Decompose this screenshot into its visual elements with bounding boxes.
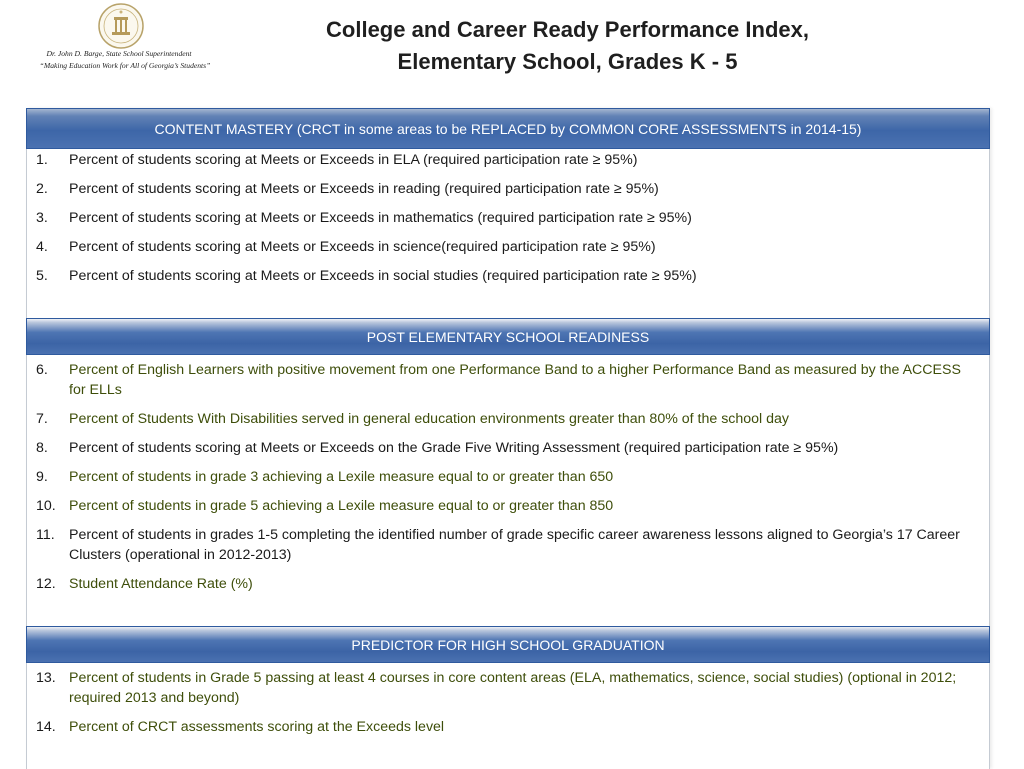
indicator-item bbox=[36, 496, 976, 516]
item-text: Percent of English Learners with positive movement from one Performance Band to a higher Performance Band as measured by the ACCESS for ELLs bbox=[69, 362, 961, 398]
title-line-1: College and Career Ready Performance Index, bbox=[326, 17, 809, 42]
item-number: 11. bbox=[36, 527, 55, 543]
superintendent-motto: “Making Education Work for All of Georgia’s Students” bbox=[39, 61, 211, 70]
item-text: Percent of students scoring at Meets or Exceeds in ELA (required participation rate ≥ 95%) bbox=[69, 152, 638, 168]
section-header-post-elementary: POST ELEMENTARY SCHOOL READINESS bbox=[26, 318, 990, 355]
item-text: Percent of students in grade 3 achieving a Lexile measure equal to or greater than 650 bbox=[69, 469, 614, 485]
item-text: Percent of students scoring at Meets or Exceeds in social studies (required participation rate ≥ 95%) bbox=[69, 268, 697, 284]
item-number: 14. bbox=[36, 719, 56, 735]
superintendent-name: Dr. John D. Barge, State School Superintendent bbox=[46, 49, 192, 58]
indicator-item bbox=[36, 574, 976, 594]
item-text: Percent of students in Grade 5 passing at least 4 courses in core content areas (ELA, mathematics, science, social studies) (optional in 2012; required 2013 and beyond) bbox=[69, 670, 957, 706]
item-number: 6. bbox=[36, 362, 48, 378]
indicator-item bbox=[36, 409, 976, 429]
page-title bbox=[300, 14, 835, 78]
item-number: 8. bbox=[36, 440, 48, 456]
item-text: Percent of Students With Disabilities served in general education environments greater than 80% of the school day bbox=[69, 411, 790, 427]
item-text: Student Attendance Rate (%) bbox=[69, 576, 253, 592]
indicator-item bbox=[36, 208, 976, 228]
indicator-item bbox=[36, 360, 976, 400]
indicator-item bbox=[36, 438, 976, 458]
item-number: 4. bbox=[36, 239, 48, 255]
item-number: 1. bbox=[36, 152, 48, 168]
title-line-2: Elementary School, Grades K - 5 bbox=[397, 49, 738, 74]
indicator-item bbox=[36, 668, 976, 708]
indicator-item bbox=[36, 179, 976, 199]
item-number: 9. bbox=[36, 469, 48, 485]
indicator-item bbox=[36, 266, 976, 286]
item-number: 7. bbox=[36, 411, 48, 427]
item-text: Percent of students scoring at Meets or Exceeds in reading (required participation rate ≥ 95%) bbox=[69, 181, 659, 197]
section-header-predictor: PREDICTOR FOR HIGH SCHOOL GRADUATION bbox=[26, 626, 990, 663]
section-header-content-mastery: CONTENT MASTERY (CRCT in some areas to be REPLACED by COMMON CORE ASSESSMENTS in 2014-15) bbox=[26, 108, 990, 149]
item-text: Percent of students scoring at Meets or Exceeds on the Grade Five Writing Assessment (required participation rate ≥ 95%) bbox=[69, 440, 839, 456]
indicator-item bbox=[36, 237, 976, 257]
item-text: Percent of CRCT assessments scoring at the Exceeds level bbox=[69, 719, 445, 735]
item-number: 5. bbox=[36, 268, 48, 284]
item-number: 2. bbox=[36, 181, 48, 197]
item-text: Percent of students scoring at Meets or Exceeds in science(required participation rate ≥ 95%) bbox=[69, 239, 656, 255]
indicator-item bbox=[36, 525, 976, 565]
indicator-item bbox=[36, 467, 976, 487]
item-number: 12. bbox=[36, 576, 56, 592]
item-number: 13. bbox=[36, 670, 56, 686]
item-number: 3. bbox=[36, 210, 48, 226]
item-text: Percent of students scoring at Meets or Exceeds in mathematics (required participation rate ≥ 95%) bbox=[69, 210, 692, 226]
item-text: Percent of students in grade 5 achieving a Lexile measure equal to or greater than 850 bbox=[69, 498, 614, 514]
indicator-item bbox=[36, 717, 976, 737]
item-number: 10. bbox=[36, 498, 56, 514]
georgia-seal-logo bbox=[97, 2, 145, 50]
indicator-item bbox=[36, 150, 976, 170]
item-text: Percent of students in grades 1-5 completing the identified number of grade specific career awareness lessons aligned to Georgia’s 17 Career Clusters (operational in 2012-2013) bbox=[69, 527, 960, 563]
